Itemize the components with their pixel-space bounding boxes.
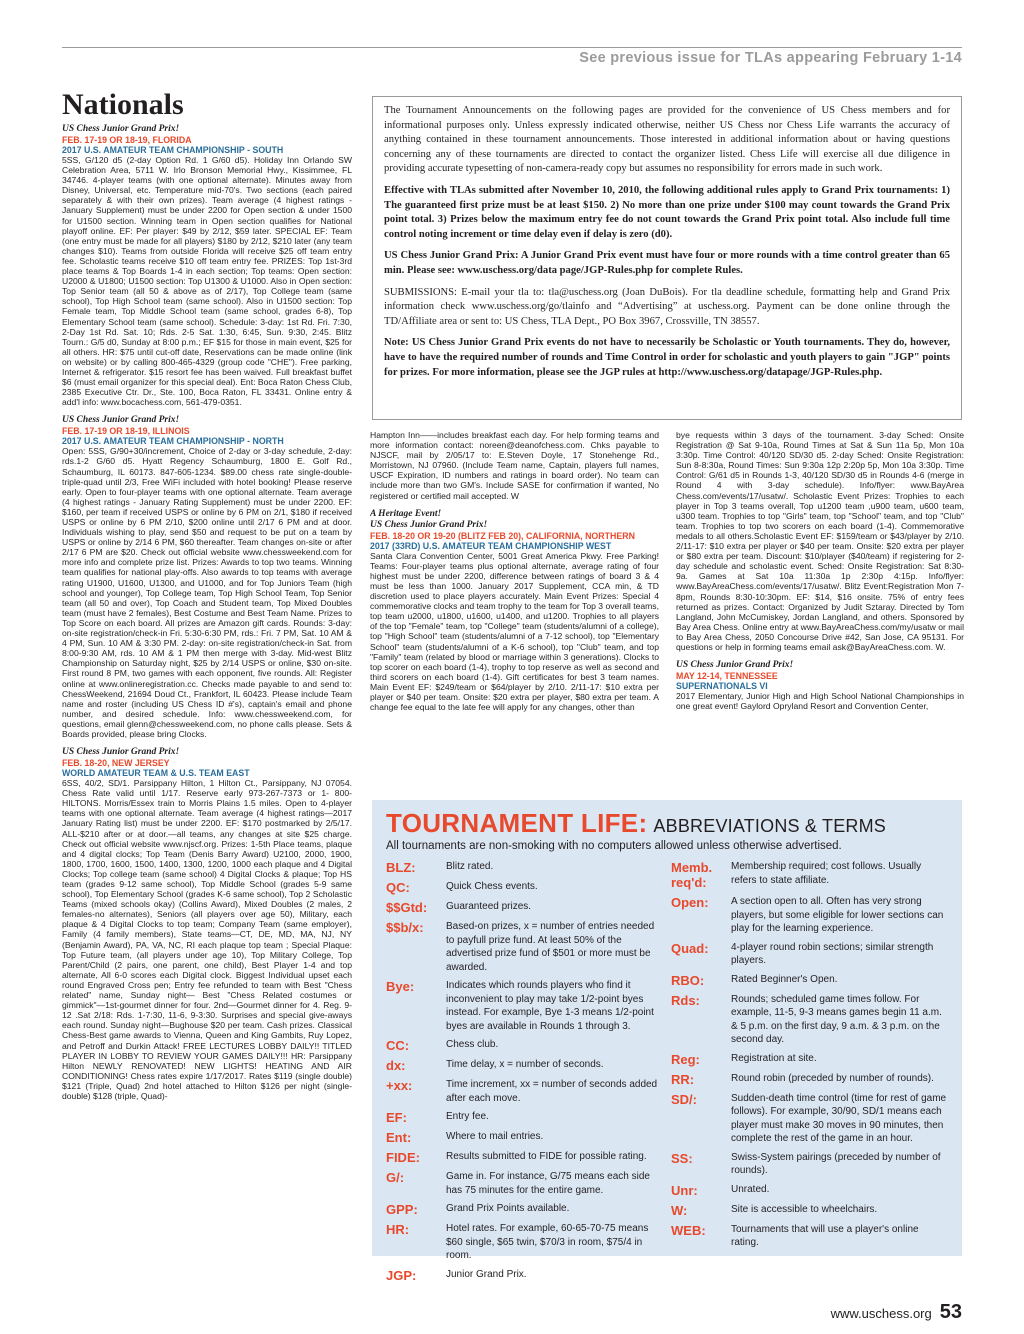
tla-note-header: See previous issue for TLAs appearing February 1-14: [579, 50, 962, 66]
abbreviation-definition: Indicates which rounds players who find it inconvenient to play may take 1/2-point byes instead. For example, Bye 1-3 means 1/2-point byes are available in Rounds 1 through 3.: [446, 980, 654, 1032]
abbreviation: Open:: [671, 895, 709, 910]
junior-grand-prix-tag: US Chess Junior Grand Prix!: [62, 124, 180, 134]
abbreviation-definition: Game in. For instance, G/75 means each side has 75 minutes for the entire game.: [446, 1171, 650, 1196]
event-title: 2017 (33RD) U.S. AMATEUR TEAM CHAMPIONSHIP WEST: [370, 540, 612, 551]
event-dates: FEB. 17-19 OR 18-19, FLORIDA: [62, 135, 192, 145]
junior-grand-prix-tag: US Chess Junior Grand Prix!: [676, 660, 794, 671]
abbreviation-definition: Chess club.: [446, 1039, 499, 1050]
abbreviation-definition: Where to mail entries.: [446, 1131, 544, 1142]
abbreviation: WEB:: [671, 1222, 706, 1238]
abbreviation-term: [671, 1151, 948, 1178]
abbreviation: $$b/x:: [386, 920, 424, 935]
event-dates: FEB. 18-20, NEW JERSEY: [62, 758, 170, 769]
abbreviation: RBO:: [671, 972, 705, 988]
tournament-life-box: [372, 800, 962, 1283]
abbreviation: HR:: [386, 1222, 410, 1237]
page-footer: [831, 1301, 962, 1324]
abbreviation: $$Gtd:: [386, 900, 428, 915]
abbreviation-term: [671, 1223, 948, 1250]
abbreviation: Reg:: [671, 1051, 700, 1067]
abbreviation-term: [386, 1222, 663, 1263]
event-body: 6SS, 40/2, SD/1. Parsippany Hilton, 1 Hilton Ct., Parsippany, NJ 07054. Chess Rate valid until 1/17. Reserve early 973-267-7373 or 1- 800-HILTONS. Morris/Essex train to Morris Plains 1.5 miles. Open to 4-player teams with one optional alternate. Team average (4 highest ratings—2017 January Rating list) must be under 2200. EF: $170 postmarked by 2/5/17. ALL-$210 after or at door.—all teams, any changes at site $25 charge. Check out official website www.njscf.org. Prizes: 1-5th Place teams, plaque and 4 digital clocks; Top Team (Denis Barry Award) U2100, 2000, 1900, 1800, 1700, 1600, 1500, 1400, 1300, 1200, 1000 each plaque and 4 Digital Clocks; Top college team (same school) 4 Digital Clocks & plaque; Top HS team (grades 9-12 same school), Top Middle School (grades 5-9 same school), Top Elementary School (grades K-6 same school), Top 2 Scholastic Teams (mixed schools okay) (Collins Award), Mixed Doubles (2 males, 2 females-no alternates), Seniors (all players over age 50), Military, each plaque & 4 Digital Clocks to top team; Company Team (same employer), Family (4 family members), State teams—CT, DE, MD, MA, NJ, NY (Benjamin Award), PA, VA, NC, RI each plaque top team ; Special Plaque: Top Future team, (all players under age 10), Top Military College, Top Parent/Child (2 pairs, one parent, one child), Best Player 1-4 and top alternate, All 6-0 scores each Digital clock. Biggest Individual upset each round Engraved Cross pen; Entry fee refunded to team with Best "Chess related" name, Sunday night— Best "Chess Related costumes or gimmick"—1st-gourmet dinner for four. 2nd—Gourmet dinner for 4. Reg. 9-12 .Sat 2/18: Rds. 1-7:30, 11-6, 9-3:30. Surprises and special give-aways each round. Sunday night—Bughouse $20 per team. Cash prizes. Classical Chess-Best game awards to Vienna, Queen and King Gambits, Ruy Lopez, and Petroff and Durkin Attack! FREE LECTURES LOBBY DAILY!! TITLED PLAYER IN LOBBY TO REVIEW YOUR GAMES DAILY!!! HR: Parsippany Hilton NEWLY RENOVATED! NEW LIGHTS! HEATING AND AIR CONDITIONING! Chess rates expire 1/17/2017. Rates $119 (single double) $121 (Triple, Quad) 2nd hotel attached to Hilton $126 per night (single-double) $128 (triple, Quad)-: [62, 778, 352, 1101]
abbreviation-definition: Time increment, xx = number of seconds added after each move.: [446, 1079, 658, 1104]
tla-column-2: [370, 430, 659, 765]
abbreviation: QC:: [386, 880, 410, 895]
abbreviation-term: [386, 900, 663, 915]
abbreviation-term: [386, 1078, 663, 1105]
abbreviation-term: [386, 1170, 663, 1197]
abbreviation-term: [386, 1130, 663, 1145]
abbreviation: +xx:: [386, 1078, 413, 1093]
event-body: 2017 Elementary, Junior High and High School National Championships in one great event! Gaylord Opryland Resort and Convention Center,: [676, 691, 964, 712]
event-body: Santa Clara Convention Center, 5001 Great America Pkwy. Free Parking! Teams: Four-player teams plus optional alternate, average rating of four highest must be under 2200, difference between ratings of board 3 & 4 must be less than 1000. January 2017 Supplement, CCA min, & TD discretion used to place players accurately. Main Event Prizes: Special 4 commemorative clocks and team trophy to the team for Top 3 overall teams, top team u2000, u1800, u1600, u1400, and u1200. Trophies to all players of the top "Female" team, top "College" team (students/alumni of a college), top "High School" team (students/alumni of a 7-12 school), top "Elementary School" team (students/alumni of a K-6 school), top "Club" team, and top "Family" team (related by blood or marriage within 3 generations). Clocks to top scorer on each board (1-4), trophy to top reserve as well as second and third scorers on each board (1-4). Gift certificates for best 3 team names. Main Event EF: $249/team or $64/player by 2/10. 2/11-17: $10 extra per player or $40 per team. Onsite: $20 extra per player, $80 extra per team. A change fee equal to the late fee will apply for any changes, other than: [370, 550, 659, 713]
abbreviation-term: [671, 973, 948, 988]
abbreviation-columns: [386, 860, 948, 1288]
section-title: Nationals: [62, 88, 184, 121]
abbreviation: GPP:: [386, 1202, 418, 1217]
abbreviation-definition: 4-player round robin sections; similar strength players.: [731, 941, 934, 966]
event-title: 2017 U.S. AMATEUR TEAM CHAMPIONSHIP - SOUTH: [62, 145, 284, 155]
header-rule: [62, 47, 962, 48]
abbreviation-term: [671, 1203, 948, 1218]
abbreviation-term: [386, 860, 663, 875]
event-dates: MAY 12-14, TENNESSEE: [676, 671, 778, 682]
abbreviation-definition: Site is accessible to wheelchairs.: [731, 1203, 878, 1215]
event-title: 2017 U.S. AMATEUR TEAM CHAMPIONSHIP - NORTH: [62, 436, 284, 447]
abbreviation-term: [671, 895, 948, 936]
abbreviation: EF:: [386, 1110, 407, 1125]
abbreviation-definition: Quick Chess events.: [446, 881, 538, 892]
junior-grand-prix-tag: US Chess Junior Grand Prix!: [370, 519, 488, 530]
abbreviation-definition: Grand Prix Points available.: [446, 1203, 570, 1214]
abbreviation: SD/:: [671, 1091, 697, 1107]
tla-column-3: [676, 430, 964, 765]
abbreviation-definition: Time delay, x = number of seconds.: [446, 1059, 604, 1070]
abbreviation-term: [386, 1110, 663, 1125]
abbreviation-definition: Hotel rates. For example, 60-65-70-75 means $60 single, $65 twin, $70/3 in room, $75/4 in room.: [446, 1223, 649, 1261]
abbreviation-term: [671, 1072, 948, 1087]
abbreviation-definition: Guaranteed prizes.: [446, 901, 532, 912]
notice-grand-prix-rules: Effective with TLAs submitted after November 10, 2010, the following additional rules apply to Grand Prix tournaments: 1) The guaranteed first prize must be at least $150. 2) No more than one prize under $100 may count towards the Grand Prix point total. 3) Prizes below the maximum entry fee do not count towards the Grand Prix point total. Also include full time control noting increment or time delay even if delay is zero (d0).: [384, 184, 950, 240]
tla-column-1: [62, 124, 352, 1244]
notice-paragraph: The Tournament Announcements on the following pages are provided for the convenience of US Chess members and for informational purposes only. Unless expressly indicated otherwise, neither US Chess nor Chess Life warrants the accuracy of anything contained in these tournament announcements. Those interested in additional information about or having questions concerning any of these tournaments are directed to contact the organizer listed. Chess Life will exercise all due diligence in providing accurate typesetting of non-camera-ready copy but assumes no responsibility for errors made in such work.: [384, 105, 950, 175]
tournament-life-title: TOURNAMENT LIFE:: [386, 808, 648, 838]
event-body-continued: bye requests within 3 days of the tournament. 3-day Sched: Onsite Registration @ Sat 9-10a, Round Times at Sat & Sun 11a 5p, Mon 10a 3:30p. Time Control: 40/120 SD/30 d5. 2-day Sched: Onsite Registration: Sun 8-8:30a, Round Times: Sun 9:30a 12p 2:20p 5p, Mon 10a 3:30p. Time Control: G/61 d5 in Rounds 1-3, 40/120 SD/30 d5 in Rounds 4-6 (merge in Round 4 with 3-day schedule). Info/flyer: www.BayArea Chess.com/events/17/usatw/. Scholastic Event Prizes: Trophies to each player in Top 3 teams overall, Top u1200 team ,u900 team, u600 team, u300 team. Trophies to top "Girls" team, top "School" team, and top "Club" team. Trophies to top two scorers on each board (1-4). Commemorative medals to all others.Scholastic Event EF: $159/team or $43/player by 2/10. 2/11-17: $10 extra per player or $40 per team. Onsite: $20 extra per player or $80 extra per team. Discount: $10/player ($40/team) if registering for 2-day schedule and scholastic event. Sched: Onsite Registration: Sat 8:30-9a. Games at Sat 10a 11:30a 1p 2:30p 4:15p. Info/flyer: www.BayAreaChess.com/events/17/usatw/. Blitz Event:Registration Mon 7-8pm, Rounds 8:30-10:30pm. EF: $14, $16 onsite. 75% of entry fees returned as prizes. Contact: Organized by Judit Sztaray. Directed by Tom Langland, John McCumiskey, Jordan Langland, and others. Sponsored by Bay Area Chess. Online entry at www.BayAreaChess.com/my/usatw or mail to Bay Area Chess, 2050 Concourse Drive #42, San Jose, CA 95131. For questions or help in forming teams email ask@BayAreaChess.com. W.: [676, 430, 964, 652]
abbreviation-term: [386, 1058, 663, 1073]
notice-submissions: SUBMISSIONS: E-mail your tla to: tla@uschess.org (Joan DuBois). For tla deadline schedule, formatting help and Grand Prix information check www.uschess.org/go/tlainfo and “Advertising” at uschess.org. Payment can be done online through the TD/Affiliate area or sent to: US Chess, TLA Dept., PO Box 3967, Crossville, TN 38557.: [384, 286, 950, 327]
tournament-life-heading: [386, 808, 948, 839]
abbreviation-definition: Tournaments that will use a player's online rating.: [731, 1223, 919, 1248]
abbreviation-term: [386, 880, 663, 895]
abbreviation: CC:: [386, 1038, 410, 1053]
event-title: SUPERNATIONALS VI: [676, 681, 768, 692]
abbreviation: Memb. req'd:: [671, 860, 713, 890]
abbreviation: Rds:: [671, 992, 700, 1008]
abbreviation-definition: Rated Beginner's Open.: [731, 973, 838, 985]
abbreviation-term: [671, 941, 948, 968]
abbreviation: RR:: [671, 1071, 695, 1087]
abbreviation-column-left: [386, 860, 663, 1288]
abbreviation-definition: Entry fee.: [446, 1111, 489, 1122]
abbreviation: BLZ:: [386, 860, 416, 875]
abbreviation-definition: Based-on prizes, x = number of entries needed to payfull prize fund. At least 50% of the advertised prize fund of $501 or more must be awarded.: [446, 921, 655, 973]
abbreviation-definition: Swiss-System pairings (preceded by number of rounds).: [731, 1151, 941, 1176]
abbreviation: dx:: [386, 1058, 406, 1073]
abbreviation-definition: Rounds; scheduled game times follow. For example, 11-5, 9-3 means games begin 11 a.m. & 5 p.m. on the first day, 9 a.m. & 3 p.m. on the second day.: [731, 993, 942, 1045]
abbreviation: Ent:: [386, 1130, 412, 1145]
abbreviation-definition: Round robin (preceded by number of rounds).: [731, 1072, 934, 1084]
abbreviation-term: [386, 1268, 663, 1283]
junior-grand-prix-tag: US Chess Junior Grand Prix!: [62, 415, 180, 426]
event-dates: FEB. 17-19 OR 18-19, ILLINOIS: [62, 426, 190, 437]
tla-notice-box: [372, 96, 962, 420]
abbreviation-definition: Blitz rated.: [446, 861, 494, 872]
abbreviation-term: [671, 1183, 948, 1198]
abbreviation: Quad:: [671, 940, 709, 956]
abbreviation-definition: Registration at site.: [731, 1052, 817, 1064]
event-body-continued: Hampton Inn——includes breakfast each day. For help forming teams and more information contact: noreen@deanofchess.com. Chks payable to NJSCF, mail by 2/05/17 to: E.Steven Doyle, 17 Stonehenge Rd., Morristown, NJ 07960. (Include Team name, Captain, players full names, USCF Expiration, ID numbers and ratings in board order). No team can include more than two GM's. Include SASE for confirmation if wanted, No registered or certified mail accepted. W: [370, 430, 659, 501]
abbreviation: SS:: [671, 1150, 693, 1166]
abbreviation: W:: [671, 1202, 688, 1218]
abbreviation-definition: Junior Grand Prix.: [446, 1268, 527, 1280]
abbreviation-definition: Sudden-death time control (time for rest of game follows). For example, 30/90, SD/1 means each player must make 30 moves in 90 minutes, then complete the rest of the game in an hour.: [731, 1092, 947, 1144]
abbreviation-term: [671, 1052, 948, 1067]
abbreviation-definition: Unrated.: [731, 1183, 770, 1195]
abbreviation: G/:: [386, 1170, 405, 1185]
page-number: 53: [939, 1301, 962, 1323]
abbreviation-term: [386, 1150, 663, 1165]
abbreviation-column-right: [671, 860, 948, 1288]
abbreviation: FIDE:: [386, 1150, 420, 1165]
heritage-event-tag: A Heritage Event!: [370, 508, 442, 519]
abbreviation-term: [671, 993, 948, 1047]
abbreviation-term: [386, 1038, 663, 1053]
abbreviation: Unr:: [671, 1182, 698, 1198]
abbreviation-term: [671, 1092, 948, 1146]
event-title: WORLD AMATEUR TEAM & U.S. TEAM EAST: [62, 768, 250, 779]
junior-grand-prix-tag: US Chess Junior Grand Prix!: [62, 747, 180, 758]
abbreviation-definition: Results submitted to FIDE for possible rating.: [446, 1151, 647, 1162]
abbreviation: JGP:: [386, 1267, 417, 1283]
abbreviation-term: [386, 1202, 663, 1217]
abbreviation-definition: A section open to all. Often has very strong players, but some eligible for lower sections can play for the learning experience.: [731, 896, 944, 934]
abbreviation-term: [386, 920, 663, 974]
notice-jgp-note: Note: US Chess Junior Grand Prix events do not have to necessarily be Scholastic or Youth tournaments. They do, however, have to have the required number of rounds and Time Control in order for scholastic and youth players to gain "JGP" points for prizes. For more information, please see the JGP rules at http://www.uschess.org/datapage/JGP-Rules.php.: [384, 337, 950, 378]
event-dates: FEB. 18-20 OR 19-20 (BLITZ FEB 20), CALIFORNIA, NORTHERN: [370, 530, 635, 541]
tournament-life-subtitle: ABBREVIATIONS & TERMS: [653, 816, 887, 836]
notice-junior-grand-prix: US Chess Junior Grand Prix: A Junior Grand Prix event must have four or more rounds with a time control greater than 65 min. Please see: www.uschess.org/data page/JGP-Rules.php for complete Rules.: [384, 250, 950, 276]
event-body: Open: 5SS, G/90+30/increment, Choice of 2-day or 3-day schedule, 2-day: rds.1-2 G/60 d5. Hyatt Regency Schaumburg, 1800 E. Golf Rd., Schaumburg, IL 60173. 847-605-1234. $89.00 chess rate single-double-triple-quad until 2/3, Free WiFi included with hotel booking! Please reserve early. Open to four-player teams with one optional alternate. Team average (4 highest ratings - January Rating Supplement) must be under 2200. EF: $160, per team if received USPS or online by 6 PM on 2/1, $180 if received USPS or online by 6 PM 2/10, $200 online until 2/17 6 PM and at door. Individuals wishing to play, send $50 and request to be put on a team by USPS or online by 2/14 6 PM, $60 thereafter. Team changes on-site or after 2/17 6 PM are $20. Check out official website www.chessweekend.com for more info and complete prize list. Prizes: Awards to top two teams. Winning team qualifies for national play-offs. Also awards to top teams with average rating U1900, U1600, U1300, and U1000, and for Top Juniors Team (high school and younger), Top College team, Top High School Team, Top Senior team (all 50 and over), Top Coach and Student team, Top Mixed Doubles team (must have 2 females), Best Costume and Best Team Name. Prizes to Top Score on each board. All prizes are Amazon gift cards. Rounds: 3-day: on-site registration/check-in Fri. 5:30-6:30 PM, rds.: Fri. 7 PM, Sat. 10 AM & 4 PM, Sun. 10 AM & 3:30 PM. 2-day: on-site registration/check-in Sat. from 8:00-9:30 AM, rds. 10 AM & 1 PM then merge with 3-day. Mid-west Blitz Championship on Saturday night, $25 by 2/14 USPS or online, $30 on-site. First round 8 PM, two games with each opponent, five rounds. All: Register online at www.onlineregistration.cc. Checks made payable to and send to: ChessWeekend, 21694 Doud Ct., Frankfort, IL 60423. Please include Team name and roster (including US Chess ID #'s), captain's email and phone number, and desired schedule. Info: www.chessweekend.com, for questions, email glenn@chessweekend.com, no phone calls please. Sets & Boards provided, please bring Clocks.: [62, 446, 352, 739]
abbreviation: Bye:: [386, 979, 415, 994]
tournament-life-intro: All tournaments are non-smoking with no computers allowed unless otherwise advertised.: [386, 840, 842, 852]
abbreviation-definition: Membership required; cost follows. Usually refers to state affiliate.: [731, 861, 922, 886]
footer-url: www.uschess.org: [830, 1306, 932, 1321]
abbreviation-term: [671, 860, 948, 890]
abbreviation-term: [386, 979, 663, 1033]
event-body: 5SS, G/120 d5 (2-day Option Rd. 1 G/60 d5). Holiday Inn Orlando SW Celebration Area, 5711 W. Irlo Bronson Memorial Hwy., Kissimmee, FL 34746. 4-player teams (with one optional alternate). Minutes away from Disney, Universal, etc. Temperature mid-70's. Two sections (each paired separately & with their own prizes). Team average (4 highest ratings - January Supplement) must be under 2200 for Open section & under 1500 for U1500 section. Winning team in Open section qualifies for National playoff online. EF: Per player: $49 by 2/12, $59 later. SPECIAL EF: Team (one entry must be made for all players) $180 by 2/12, $210 later (any team changes $10). Teams from outside Florida will receive $25 off team entry fee. Scholastic teams receive $10 off team entry fee. PRIZES: Top 1st-3rd place teams & Top Boards 1-4 in each section; Top teams: Open section: U2000 & U1800; U1500 section: Top U1300 & U1000. Also in Open section: Top Senior team (all 50 & above as of 2/17), Top College team (same school), Top High School team (same school). Also in U1500 section: Top Female team, Top Middle School team (same school, grades 6-8), Top Elementary School team (same school). Schedule: 3-day: 1st Rd. Fri. 7:30, 2-Day 1st Rd. Sat. 10; Rds. 2-5 Sat. 1:30, 6:45, Sun. 9:30, 2:45. Blitz Tourn.: G/5 d0, Sunday at 8:00 p.m.; EF $15 for those in main event, $25 for all others. HR: $75 until cut-off date, Reservations can be made online (link on website) or by calling 800-465-4329 (group code "CHE"). Free parking, Internet & refrigerator. $15 resort fee has been waived. Full breakfast buffet $6 (must email organizer for this special deal). Ent: Boca Raton Chess Club, 2385 Executive Ctr. Dr., Ste. 100, Boca Raton, FL 33431. Online entry & add'l info: www.bocachess.com, 561-479-0351.: [62, 155, 352, 408]
